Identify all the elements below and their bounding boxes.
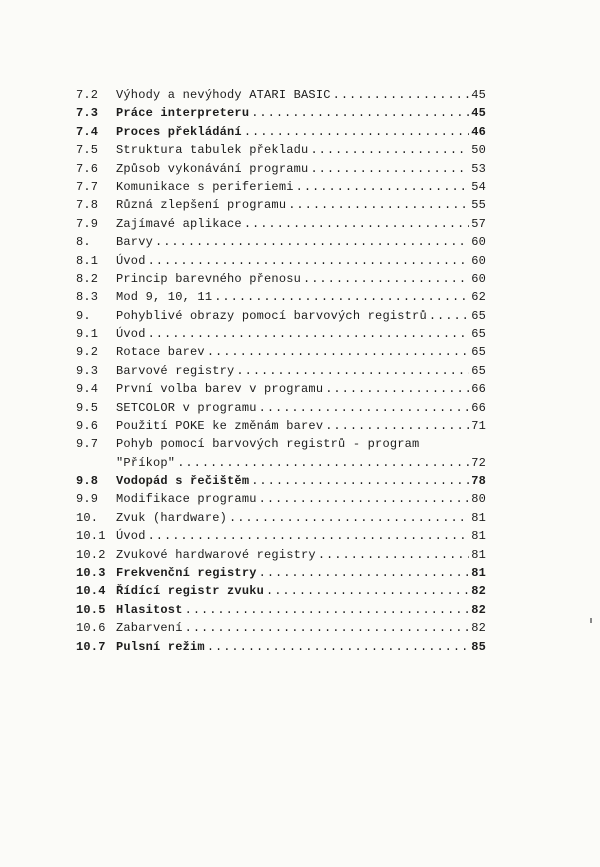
toc-entry-number: 7.6: [76, 161, 99, 176]
toc-entry: [76, 362, 486, 380]
toc-entry: [76, 564, 486, 582]
toc-entry-page: 65: [471, 308, 486, 323]
toc-entry-number: 7.8: [76, 198, 99, 213]
toc-entry-page: 55: [471, 198, 486, 213]
dot-leader: [325, 417, 469, 435]
toc-entry-number: 10.5: [76, 602, 106, 617]
toc-entry-title: Mod 9, 10, 11: [116, 290, 213, 305]
toc-entry-number: 9.3: [76, 363, 99, 378]
scan-speck: [590, 618, 592, 623]
dot-leader: [296, 178, 470, 196]
toc-entry-title: Úvod: [116, 529, 146, 544]
toc-entry-title: Různá zlepšení programu: [116, 198, 287, 213]
toc-entry-number: 7.7: [76, 179, 99, 194]
toc-entry-number: 7.9: [76, 216, 99, 231]
toc-entry: [76, 490, 486, 508]
toc-entry-page: 62: [471, 290, 486, 305]
toc-entry-number: 10.: [76, 510, 99, 525]
dot-leader: [148, 325, 470, 343]
toc-entry-number: 9.9: [76, 492, 99, 507]
toc-entry-title: Zvukové hardwarové registry: [116, 547, 316, 562]
toc-entry: [76, 123, 486, 141]
toc-entry-number: 7.2: [76, 88, 99, 102]
toc-entry: [76, 582, 486, 600]
toc-entry-title-continued: "Příkop": [116, 455, 176, 470]
toc-entry-page: 65: [471, 345, 486, 360]
toc-entry-title: Způsob vykonávání programu: [116, 161, 309, 176]
toc-entry: [76, 141, 486, 159]
toc-entry-page: 72: [471, 455, 486, 470]
toc-entry-page: 81: [471, 529, 486, 544]
dot-leader: [303, 270, 469, 288]
toc-entry-title: SETCOLOR v programu: [116, 400, 257, 415]
toc-entry-number: 7.5: [76, 143, 99, 158]
toc-entry-number: 10.7: [76, 639, 106, 654]
dot-leader: [288, 196, 469, 214]
toc-entry-page: 82: [471, 602, 486, 617]
toc-entry-number: 7.3: [76, 106, 99, 121]
toc-entry-number: 9.: [76, 308, 91, 323]
toc-entry-title: Vodopád s řečištěm: [116, 474, 250, 488]
toc-entry-title: Komunikace s periferiemi: [116, 179, 294, 194]
dot-leader: [318, 546, 469, 564]
toc-entry-number: 8.1: [76, 253, 99, 268]
toc-entry-title: Modifikace programu: [116, 492, 257, 507]
toc-entry-number: 8.2: [76, 271, 99, 286]
toc-entry: [76, 343, 486, 361]
toc-entry-number: 7.4: [76, 124, 99, 139]
toc-entry-title: Pohyb pomocí barvových registrů - program: [116, 437, 420, 452]
toc-entry-page: 45: [471, 106, 486, 121]
dot-leader: [251, 472, 469, 490]
toc-entry-title: Struktura tabulek překladu: [116, 143, 309, 158]
dot-leader: [310, 160, 469, 178]
toc-entry-page: 53: [471, 161, 486, 176]
dot-leader: [244, 123, 469, 141]
dot-leader: [259, 490, 470, 508]
toc-entry: [76, 270, 486, 288]
toc-entry-title: Zvuk (hardware): [116, 510, 228, 525]
dot-leader: [259, 399, 470, 417]
toc-entry-title: Frekvenční registry: [116, 565, 257, 580]
dot-leader: [207, 343, 469, 361]
dot-leader: [333, 86, 470, 104]
toc-entry: [76, 160, 486, 178]
toc-entry-title: Hlasitost: [116, 602, 183, 617]
toc-entry-number: 9.7: [76, 437, 99, 452]
toc-entry-number: 10.1: [76, 529, 106, 544]
toc-entry-number: 10.4: [76, 584, 106, 599]
toc-entry: [76, 509, 486, 527]
toc-entry-page: 66: [471, 382, 486, 397]
toc-entry-page: 81: [471, 547, 486, 562]
toc-entry-page: 54: [471, 179, 486, 194]
toc-entry-title: Výhody a nevýhody ATARI BASIC: [116, 87, 331, 102]
dot-leader: [310, 141, 469, 159]
toc-entry-title: Barvy: [116, 235, 154, 250]
dot-leader: [429, 307, 469, 325]
toc-entry-page: 85: [471, 639, 486, 654]
toc-entry-number: 9.2: [76, 345, 99, 360]
toc-entry-title: Barvové registry: [116, 363, 235, 378]
toc-entry: [76, 325, 486, 343]
toc-entry-number: 8.3: [76, 290, 99, 305]
dot-leader: [148, 252, 470, 270]
toc-entry-page: 82: [471, 584, 486, 599]
dot-leader: [185, 601, 470, 619]
dot-leader: [229, 509, 469, 527]
toc-entry: [76, 638, 486, 656]
toc-entry-number: 10.6: [76, 621, 106, 636]
toc-entry-title: Řídící registr zvuku: [116, 584, 265, 599]
toc-entry: [76, 252, 486, 270]
dot-leader: [177, 454, 469, 472]
toc-entry-title: První volba barev v programu: [116, 382, 324, 397]
dot-leader: [251, 104, 469, 122]
toc-entry: [76, 307, 486, 325]
toc-entry: [76, 233, 486, 251]
toc-entry-title: Princip barevného přenosu: [116, 271, 302, 286]
dot-leader: [207, 638, 469, 656]
toc-entry: [76, 435, 486, 472]
toc-entry: [76, 601, 486, 619]
toc-entry: [76, 86, 486, 104]
toc-entry-page: 65: [471, 363, 486, 378]
toc-entry-title: Práce interpreteru: [116, 106, 250, 121]
toc-entry-page: 60: [471, 235, 486, 250]
toc-entry-number: 10.3: [76, 565, 106, 580]
dot-leader: [185, 619, 470, 637]
toc-entry: [76, 546, 486, 564]
toc-entry-number: 9.1: [76, 327, 99, 342]
toc-entry: [76, 399, 486, 417]
table-of-contents: [76, 86, 486, 656]
toc-entry: [76, 619, 486, 637]
toc-entry-title: Úvod: [116, 253, 146, 268]
dot-leader: [325, 380, 469, 398]
toc-entry-page: 81: [471, 510, 486, 525]
dot-leader: [236, 362, 469, 380]
dot-leader: [148, 527, 470, 545]
toc-entry-page: 57: [471, 216, 486, 231]
toc-entry: [76, 196, 486, 214]
toc-entry-number: 9.5: [76, 400, 99, 415]
toc-entry-number: 10.2: [76, 547, 106, 562]
toc-entry-title: Pulsní režim: [116, 639, 205, 654]
toc-entry-title: Pohyblivé obrazy pomocí barvových registrů: [116, 308, 427, 323]
toc-entry: [76, 215, 486, 233]
toc-entry: [76, 417, 486, 435]
dot-leader: [244, 215, 469, 233]
toc-entry-number: 8.: [76, 235, 91, 250]
toc-entry-title: Úvod: [116, 327, 146, 342]
toc-entry-page: 50: [471, 143, 486, 158]
toc-entry: [76, 178, 486, 196]
toc-entry-page: 60: [471, 271, 486, 286]
toc-entry-page: 81: [471, 565, 486, 580]
dot-leader: [214, 288, 469, 306]
toc-entry-page: 66: [471, 400, 486, 415]
toc-entry-number: 9.8: [76, 474, 99, 489]
toc-entry: [76, 380, 486, 398]
toc-entry-page: 71: [471, 419, 486, 434]
toc-entry: [76, 472, 486, 490]
dot-leader: [266, 582, 469, 600]
toc-entry-page: 65: [471, 327, 486, 342]
toc-entry-page: 46: [471, 124, 486, 139]
toc-entry: [76, 527, 486, 545]
toc-entry: [76, 104, 486, 122]
toc-entry-title: Proces překládání: [116, 124, 242, 139]
toc-entry-number: 9.6: [76, 419, 99, 434]
toc-entry-title: Rotace barev: [116, 345, 205, 360]
dot-leader: [259, 564, 470, 582]
toc-entry-page: 82: [471, 621, 486, 636]
toc-entry-page: 45: [471, 87, 486, 102]
toc-entry-title: Zabarvení: [116, 621, 183, 636]
toc-entry-page: 78: [471, 474, 486, 488]
toc-entry: [76, 288, 486, 306]
dot-leader: [155, 233, 469, 251]
toc-entry-number: 9.4: [76, 382, 99, 397]
toc-entry-title: Zajímavé aplikace: [116, 216, 242, 231]
toc-entry-title: Použití POKE ke změnám barev: [116, 419, 324, 434]
toc-entry-page: 80: [471, 492, 486, 507]
toc-entry-page: 60: [471, 253, 486, 268]
